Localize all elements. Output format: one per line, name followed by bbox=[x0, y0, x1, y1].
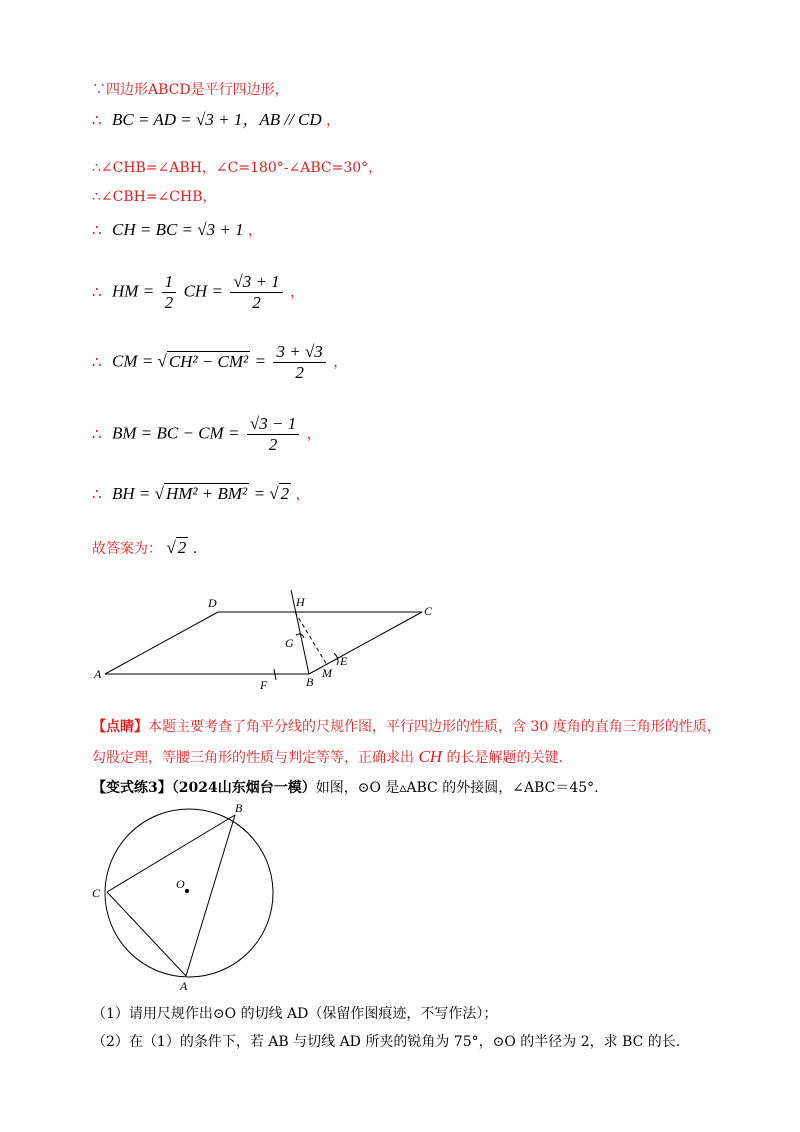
therefore-symbol: ∴ bbox=[92, 352, 102, 371]
label-d: D bbox=[208, 596, 217, 610]
equals-sign: = bbox=[254, 351, 267, 371]
therefore-symbol: ∴ bbox=[92, 111, 102, 129]
punctuation: ， bbox=[326, 113, 341, 129]
equation-ch-bc: CH = BC = √3 + 1 bbox=[112, 220, 244, 239]
therefore-symbol: ∴ bbox=[92, 221, 102, 239]
therefore-symbol: ∴ bbox=[92, 424, 102, 443]
exercise-part-2: （2）在（1）的条件下，若 AB 与切线 AD 所夹的锐角为 75°，⊙O 的半径为 2，求 BC 的长. bbox=[92, 1034, 681, 1050]
exercise-heading bbox=[92, 778, 599, 798]
key-point-tag: 【点睛】 bbox=[92, 719, 148, 735]
solution-line-2 bbox=[92, 110, 340, 131]
fraction-cm-value bbox=[273, 342, 325, 383]
answer-label: 故答案为： bbox=[92, 541, 162, 557]
solution-line-5 bbox=[92, 220, 262, 241]
segment-ad bbox=[105, 612, 218, 674]
circle-o bbox=[105, 809, 273, 977]
segment-cb bbox=[309, 612, 422, 674]
answer-line bbox=[92, 538, 197, 559]
fraction-denominator: 2 bbox=[252, 293, 261, 312]
exercise-source: （2024山东烟台一模） bbox=[171, 780, 316, 796]
segment-ac bbox=[107, 892, 186, 976]
segment-ba bbox=[186, 815, 235, 976]
key-point-text-1: 本题主要考查了角平分线的尺规作图，平行四边形的性质，含 30 度角的直角三角形的性质， bbox=[148, 719, 721, 735]
center-point-o bbox=[185, 889, 189, 893]
equation-cm-lhs: CM = √ bbox=[112, 351, 167, 371]
label-m: M bbox=[322, 666, 332, 680]
equation-hm-lhs: HM = bbox=[112, 281, 155, 301]
fraction-denominator: 2 bbox=[295, 363, 304, 382]
solution-line-8 bbox=[92, 414, 321, 455]
equation-hm-mid: CH = bbox=[183, 281, 223, 301]
solution-line-6 bbox=[92, 272, 304, 313]
label-f: F bbox=[260, 678, 268, 692]
exercise-text: 如图，⊙O 是▵ABC 的外接圆，∠ABC＝45°. bbox=[315, 780, 599, 796]
fraction-hm-value bbox=[230, 272, 282, 313]
answer-sqrt-sign: √ bbox=[166, 538, 176, 557]
radical bbox=[167, 352, 250, 372]
radicand: 2 bbox=[280, 484, 290, 503]
punctuation: ， bbox=[306, 426, 321, 443]
solution-line-3: ∴∠CHB=∠ABH，∠C=180°-∠ABC=30°， bbox=[92, 160, 383, 176]
label-c: C bbox=[92, 886, 101, 900]
answer-radical bbox=[176, 538, 189, 558]
circumcircle-figure bbox=[88, 802, 288, 992]
key-point-line-1 bbox=[92, 712, 752, 742]
punctuation: ， bbox=[333, 354, 348, 371]
radical bbox=[164, 484, 249, 504]
key-point-text-2a: 勾股定理，等腰三角形的性质与判定等等，正确求出 bbox=[92, 750, 419, 766]
solution-line-1: ∵四边形ABCD是平行四边形， bbox=[92, 82, 289, 98]
arc-mark-g bbox=[296, 634, 304, 638]
fraction-denominator: 2 bbox=[164, 293, 174, 312]
radical bbox=[279, 484, 292, 504]
punctuation: . bbox=[192, 541, 198, 557]
equation-bm-lhs: BM = BC − CM = bbox=[112, 423, 240, 443]
punctuation: ， bbox=[295, 487, 310, 503]
key-point-note bbox=[92, 712, 752, 773]
solution-line-7 bbox=[92, 342, 347, 383]
equals-sign: = √ bbox=[253, 484, 279, 503]
fraction-bm-value bbox=[247, 414, 299, 455]
key-point-var-ch: CH bbox=[418, 747, 443, 766]
fraction-numerator: 3 + √3 bbox=[273, 342, 325, 363]
segment-hm bbox=[295, 612, 327, 665]
punctuation: ， bbox=[248, 223, 263, 239]
answer-value: 2 bbox=[177, 538, 187, 557]
segment-cb bbox=[107, 815, 235, 892]
exercise-tag: 【变式练3】 bbox=[92, 780, 172, 796]
label-b: B bbox=[235, 802, 243, 815]
equation-bc-ad: BC = AD = √3 + 1，AB // CD bbox=[112, 110, 322, 129]
label-o: O bbox=[176, 877, 185, 891]
label-c: C bbox=[424, 604, 433, 618]
fraction-numerator: 1 bbox=[162, 272, 177, 293]
exercise-part-1: （1）请用尺规作出⊙O 的切线 AD（保留作图痕迹，不写作法）； bbox=[92, 1006, 498, 1022]
therefore-symbol: ∴ bbox=[92, 282, 102, 301]
parallelogram-figure bbox=[90, 585, 450, 695]
solution-line-9 bbox=[92, 484, 310, 505]
solution-line-4: ∴∠CBH=∠CHB， bbox=[92, 189, 217, 205]
equation-bh-lhs: BH = √ bbox=[112, 484, 164, 503]
label-a: A bbox=[94, 667, 102, 681]
radicand: HM² + BM² bbox=[165, 484, 248, 503]
label-b: B bbox=[306, 675, 314, 689]
fraction-numerator: √3 − 1 bbox=[247, 414, 299, 435]
punctuation: ， bbox=[290, 284, 305, 301]
label-a: A bbox=[180, 979, 188, 992]
fraction-numerator: √3 + 1 bbox=[230, 272, 282, 293]
key-point-line-2 bbox=[92, 742, 752, 773]
radicand: CH² − CM² bbox=[168, 351, 249, 371]
label-g: G bbox=[285, 636, 294, 650]
key-point-text-2b: 的长是解题的关键. bbox=[442, 750, 563, 766]
therefore-symbol: ∴ bbox=[92, 485, 102, 503]
label-h: H bbox=[296, 595, 305, 609]
fraction-denominator: 2 bbox=[268, 435, 278, 454]
fraction-one-half bbox=[162, 272, 177, 313]
label-e: E bbox=[340, 654, 348, 668]
